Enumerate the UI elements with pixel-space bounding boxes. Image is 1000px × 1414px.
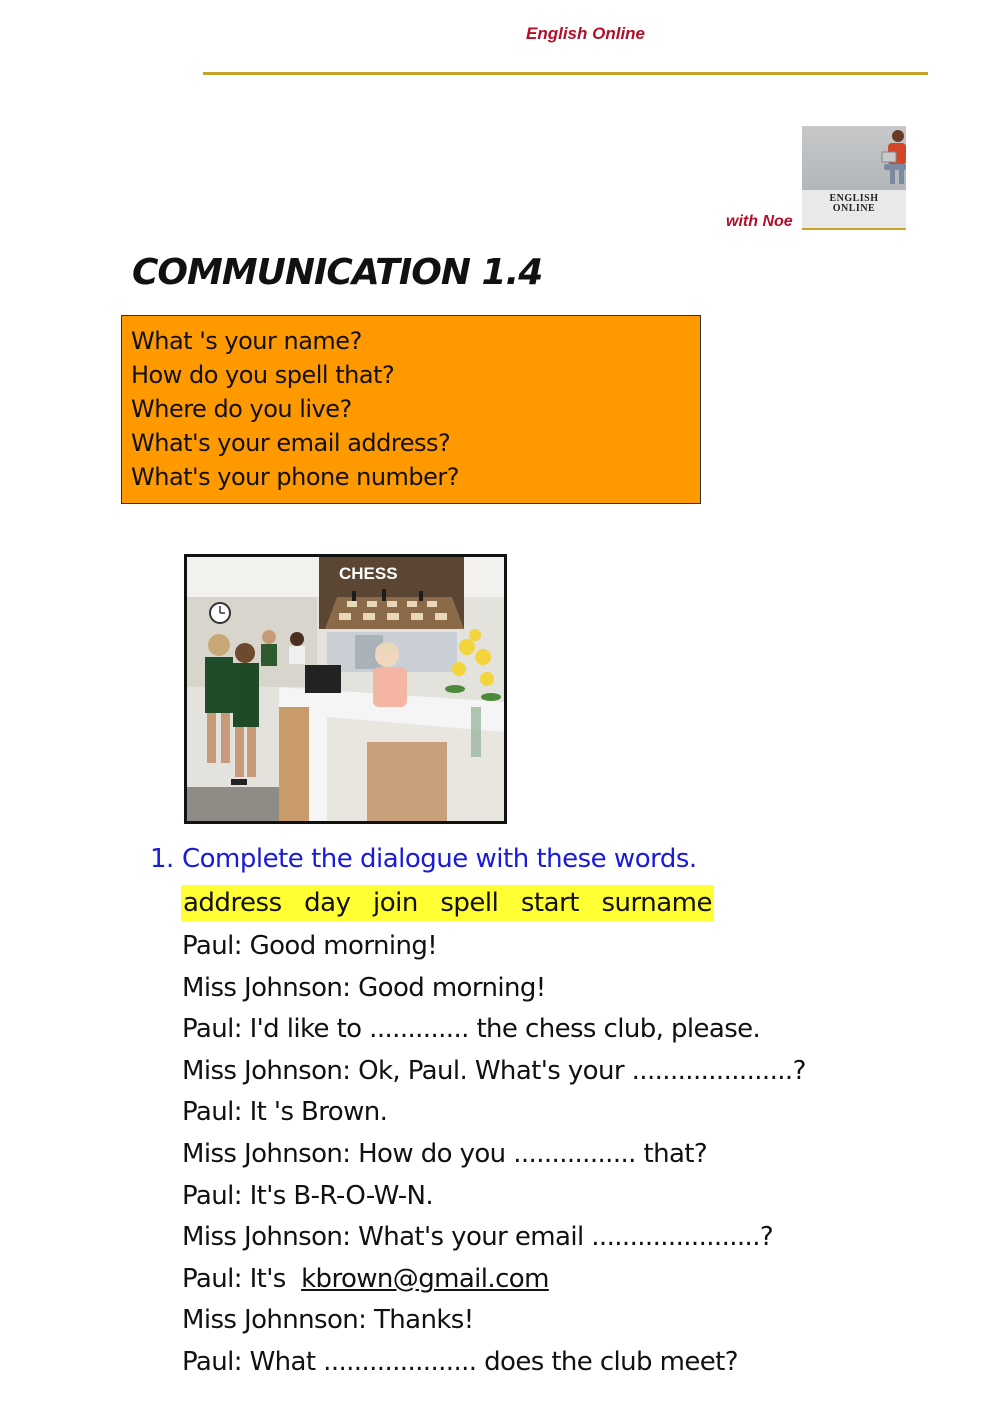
dialogue-line: Miss Johnson: What's your email ......................? <box>182 1222 774 1253</box>
dialogue-line: Miss Johnnson: Thanks! <box>182 1305 474 1336</box>
with-noe-label: with Noe <box>726 213 793 230</box>
word-bank-item: address <box>183 888 282 918</box>
dialogue-line: Paul: Good morning! <box>182 931 438 961</box>
dialogue-line: Paul: It's B-R-O-W-N. <box>182 1180 433 1211</box>
header-divider <box>203 72 928 75</box>
question-item: How do you spell that? <box>131 361 395 389</box>
dialogue <box>182 926 942 1384</box>
dialogue-line-prefix: Paul: It's <box>182 1263 286 1294</box>
english-online-logo <box>802 126 906 230</box>
logo-divider <box>802 228 906 230</box>
reception-scene-illustration <box>187 557 504 821</box>
chess-sign-text: CHESS <box>339 564 398 583</box>
word-bank-item: surname <box>601 888 712 918</box>
header-title: English Online <box>526 24 646 43</box>
word-bank-item: spell <box>440 888 499 918</box>
email-link[interactable]: kbrown@gmail.com <box>301 1263 549 1294</box>
dialogue-line: Paul: It 's Brown. <box>182 1097 388 1128</box>
dialogue-line: Miss Johnson: Ok, Paul. What's your .....................? <box>182 1055 806 1086</box>
logo-text-line1: ENGLISH <box>829 193 879 204</box>
question-item: Where do you live? <box>131 395 352 423</box>
dialogue-line: Paul: What .................... does the club meet? <box>182 1346 738 1377</box>
word-bank-item: day <box>304 888 351 918</box>
reception-desk-photo <box>184 554 507 824</box>
logo-text <box>802 194 906 214</box>
exercise-instruction: Complete the dialogue with these words. <box>182 844 697 874</box>
exercise-number: 1. <box>150 844 174 874</box>
page-title: COMMUNICATION 1.4 <box>132 252 543 293</box>
question-item: What's your email address? <box>131 429 451 457</box>
dialogue-line-email <box>182 1259 942 1301</box>
question-item: What 's your name? <box>131 327 362 355</box>
dialogue-line: Miss Johnson: How do you ................ that? <box>182 1138 708 1169</box>
question-item: What's your phone number? <box>131 463 460 491</box>
logo-text-line2: ONLINE <box>832 203 876 214</box>
word-bank <box>181 885 714 921</box>
dialogue-line: Paul: I'd like to ............. the chess club, please. <box>182 1014 761 1045</box>
word-bank-item: start <box>520 888 579 918</box>
questions-box <box>121 315 701 504</box>
woman-with-laptop-icon <box>802 126 906 190</box>
word-bank-item: join <box>373 888 418 918</box>
dialogue-line: Miss Johnson: Good morning! <box>182 972 546 1003</box>
